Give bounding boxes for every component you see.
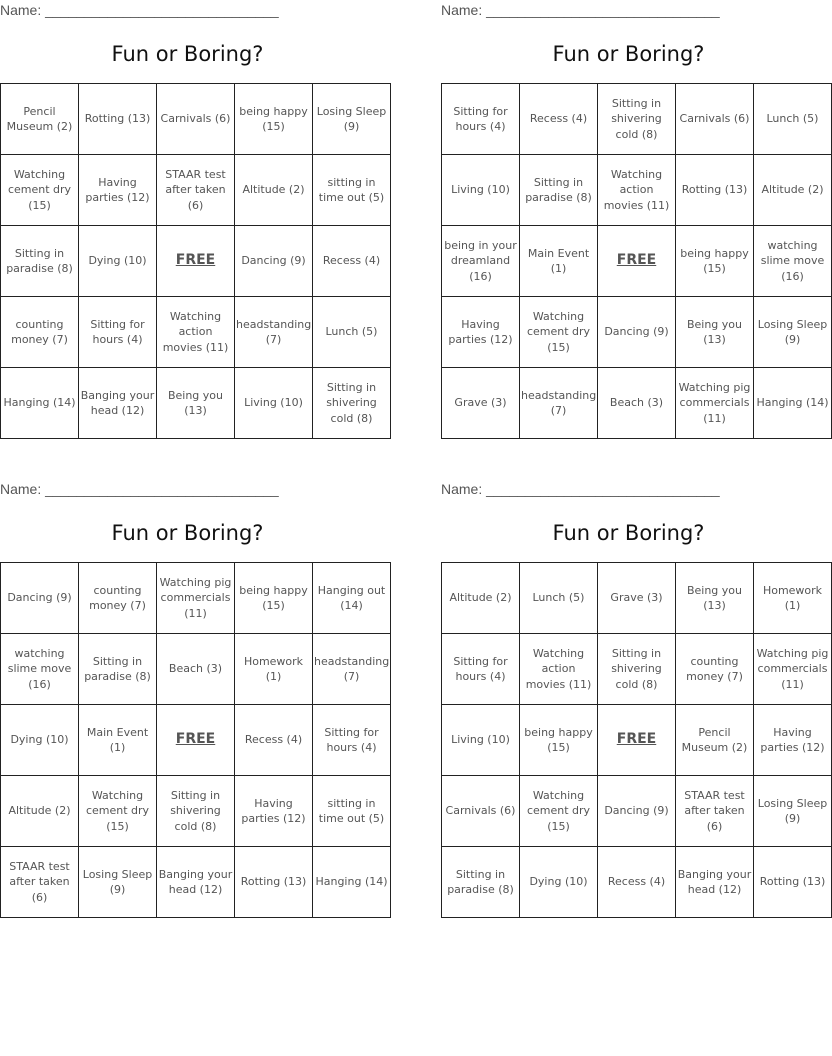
grid-cell: Carnivals (6): [676, 84, 754, 155]
grid-row: [442, 847, 832, 918]
grid-cell: Hanging (14): [313, 847, 391, 918]
grid-cell: STAAR test after taken (6): [1, 847, 79, 918]
grid-cell: sitting in time out (5): [313, 155, 391, 226]
grid-cell: Losing Sleep (9): [313, 84, 391, 155]
grid-cell: Sitting in shivering cold (8): [313, 368, 391, 439]
grid-cell: Having parties (12): [754, 705, 832, 776]
bingo-grid: [0, 83, 391, 439]
grid-cell: Carnivals (6): [157, 84, 235, 155]
grid-cell: Grave (3): [598, 563, 676, 634]
grid-cell: Losing Sleep (9): [754, 297, 832, 368]
grid-cell: Sitting for hours (4): [313, 705, 391, 776]
grid-cell: Living (10): [442, 155, 520, 226]
card-title: Fun or Boring?: [552, 42, 705, 66]
name-field: Name: ______________________________: [441, 481, 720, 497]
grid-cell: Beach (3): [157, 634, 235, 705]
bingo-card-1: [0, 0, 387, 432]
grid-cell: Sitting in paradise (8): [1, 226, 79, 297]
grid-row: [1, 776, 391, 847]
grid-cell: Being you (13): [157, 368, 235, 439]
grid-cell: Recess (4): [520, 84, 598, 155]
grid-cell: Lunch (5): [754, 84, 832, 155]
grid-cell: Banging your head (12): [157, 847, 235, 918]
grid-cell: Living (10): [442, 705, 520, 776]
grid-cell: Watching pig commercials (11): [157, 563, 235, 634]
grid-cell: Watching cement dry (15): [520, 776, 598, 847]
grid-cell: Homework (1): [754, 563, 832, 634]
grid-row: [1, 634, 391, 705]
grid-cell: Banging your head (12): [79, 368, 157, 439]
grid-cell: Altitude (2): [235, 155, 313, 226]
grid-cell: Having parties (12): [79, 155, 157, 226]
grid-cell: counting money (7): [79, 563, 157, 634]
grid-row: [442, 776, 832, 847]
grid-cell: Dancing (9): [1, 563, 79, 634]
grid-cell: headstanding (7): [313, 634, 391, 705]
grid-cell: Recess (4): [313, 226, 391, 297]
grid-cell: being in your dreamland (16): [442, 226, 520, 297]
grid-cell: Dying (10): [1, 705, 79, 776]
grid-row: [1, 226, 391, 297]
grid-row: [1, 297, 391, 368]
name-field: Name: ______________________________: [0, 481, 279, 497]
card-title: Fun or Boring?: [552, 521, 705, 545]
grid-row: [1, 847, 391, 918]
grid-cell: Watching cement dry (15): [79, 776, 157, 847]
free-space: FREE: [598, 705, 676, 776]
grid-cell: Sitting in paradise (8): [79, 634, 157, 705]
free-space: FREE: [157, 226, 235, 297]
grid-cell: being happy (15): [235, 84, 313, 155]
free-space: FREE: [157, 705, 235, 776]
grid-cell: Being you (13): [676, 563, 754, 634]
grid-cell: Sitting in shivering cold (8): [598, 634, 676, 705]
grid-cell: Hanging out (14): [313, 563, 391, 634]
grid-cell: headstanding (7): [235, 297, 313, 368]
grid-cell: STAAR test after taken (6): [676, 776, 754, 847]
grid-row: [442, 705, 832, 776]
grid-cell: Watching pig commercials (11): [754, 634, 832, 705]
grid-cell: Dancing (9): [598, 297, 676, 368]
grid-cell: Hanging (14): [1, 368, 79, 439]
bingo-grid: [0, 562, 391, 918]
grid-cell: watching slime move (16): [1, 634, 79, 705]
grid-cell: being happy (15): [520, 705, 598, 776]
bingo-grid: [441, 83, 832, 439]
grid-cell: Carnivals (6): [442, 776, 520, 847]
name-field: Name: ______________________________: [0, 2, 279, 18]
grid-cell: Watching pig commercials (11): [676, 368, 754, 439]
bingo-card-2: [441, 0, 829, 432]
grid-cell: Living (10): [235, 368, 313, 439]
grid-cell: Lunch (5): [520, 563, 598, 634]
grid-row: [442, 226, 832, 297]
grid-cell: counting money (7): [676, 634, 754, 705]
grid-cell: Main Event (1): [79, 705, 157, 776]
grid-cell: Sitting for hours (4): [442, 634, 520, 705]
grid-row: [1, 368, 391, 439]
bingo-card-4: [441, 479, 829, 911]
grid-row: [1, 705, 391, 776]
grid-cell: Being you (13): [676, 297, 754, 368]
grid-cell: Sitting for hours (4): [79, 297, 157, 368]
grid-cell: Altitude (2): [754, 155, 832, 226]
grid-cell: Watching cement dry (15): [520, 297, 598, 368]
grid-row: [1, 563, 391, 634]
card-title: Fun or Boring?: [111, 42, 264, 66]
grid-cell: Dancing (9): [235, 226, 313, 297]
name-field: Name: ______________________________: [441, 2, 720, 18]
card-title: Fun or Boring?: [111, 521, 264, 545]
grid-cell: Having parties (12): [235, 776, 313, 847]
grid-cell: Losing Sleep (9): [79, 847, 157, 918]
grid-cell: Beach (3): [598, 368, 676, 439]
grid-cell: Sitting in shivering cold (8): [157, 776, 235, 847]
grid-cell: Dying (10): [520, 847, 598, 918]
bingo-grid: [441, 562, 832, 918]
grid-cell: Dying (10): [79, 226, 157, 297]
grid-row: [442, 84, 832, 155]
grid-cell: counting money (7): [1, 297, 79, 368]
grid-cell: Watching action movies (11): [598, 155, 676, 226]
grid-cell: STAAR test after taken (6): [157, 155, 235, 226]
grid-row: [442, 155, 832, 226]
bingo-card-3: [0, 479, 390, 911]
grid-row: [1, 84, 391, 155]
grid-row: [442, 634, 832, 705]
grid-cell: Altitude (2): [1, 776, 79, 847]
grid-cell: Rotting (13): [754, 847, 832, 918]
grid-cell: Watching action movies (11): [520, 634, 598, 705]
grid-cell: Altitude (2): [442, 563, 520, 634]
grid-cell: being happy (15): [676, 226, 754, 297]
grid-cell: Rotting (13): [676, 155, 754, 226]
grid-cell: watching slime move (16): [754, 226, 832, 297]
grid-cell: Sitting in shivering cold (8): [598, 84, 676, 155]
grid-cell: Homework (1): [235, 634, 313, 705]
grid-row: [1, 155, 391, 226]
grid-cell: Watching action movies (11): [157, 297, 235, 368]
grid-cell: Hanging (14): [754, 368, 832, 439]
grid-cell: sitting in time out (5): [313, 776, 391, 847]
grid-row: [442, 297, 832, 368]
grid-cell: Sitting in paradise (8): [442, 847, 520, 918]
grid-cell: Banging your head (12): [676, 847, 754, 918]
grid-cell: Main Event (1): [520, 226, 598, 297]
grid-cell: being happy (15): [235, 563, 313, 634]
grid-cell: Dancing (9): [598, 776, 676, 847]
grid-cell: Grave (3): [442, 368, 520, 439]
grid-cell: Sitting in paradise (8): [520, 155, 598, 226]
grid-cell: Lunch (5): [313, 297, 391, 368]
grid-cell: Rotting (13): [235, 847, 313, 918]
grid-cell: Losing Sleep (9): [754, 776, 832, 847]
grid-cell: Recess (4): [235, 705, 313, 776]
grid-cell: Having parties (12): [442, 297, 520, 368]
grid-cell: Pencil Museum (2): [1, 84, 79, 155]
grid-cell: headstanding (7): [520, 368, 598, 439]
grid-cell: Sitting for hours (4): [442, 84, 520, 155]
grid-cell: Recess (4): [598, 847, 676, 918]
grid-row: [442, 368, 832, 439]
grid-row: [442, 563, 832, 634]
free-space: FREE: [598, 226, 676, 297]
grid-cell: Pencil Museum (2): [676, 705, 754, 776]
grid-cell: Rotting (13): [79, 84, 157, 155]
grid-cell: Watching cement dry (15): [1, 155, 79, 226]
